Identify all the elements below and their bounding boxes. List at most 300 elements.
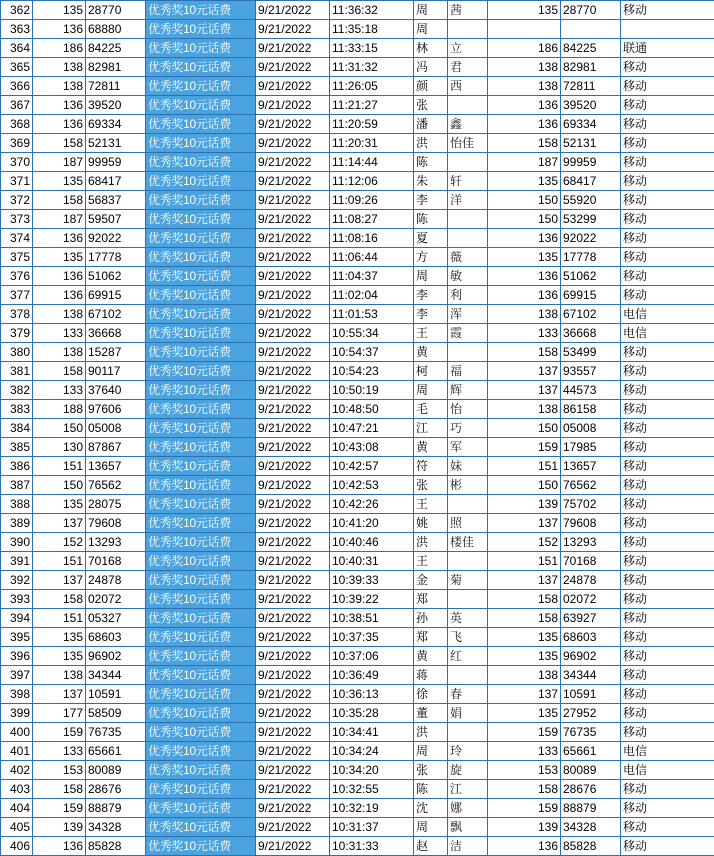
amount-right-cell[interactable]: 135 bbox=[488, 1, 561, 20]
carrier-cell[interactable] bbox=[621, 20, 714, 39]
date-cell[interactable]: 9/21/2022 bbox=[256, 723, 330, 742]
amount-right-cell[interactable]: 139 bbox=[488, 818, 561, 837]
code-right-cell[interactable]: 65661 bbox=[561, 742, 621, 761]
prize-label-cell[interactable]: 优秀奖10元话费 bbox=[146, 324, 256, 343]
amount-left-cell[interactable]: 158 bbox=[33, 590, 86, 609]
amount-left-cell[interactable]: 136 bbox=[33, 229, 86, 248]
code-right-cell[interactable]: 80089 bbox=[561, 761, 621, 780]
row-header-cell[interactable]: 388 bbox=[1, 495, 33, 514]
given-name-cell[interactable]: 鑫 bbox=[448, 115, 488, 134]
code-right-cell[interactable]: 67102 bbox=[561, 305, 621, 324]
given-name-cell[interactable]: 茜 bbox=[448, 1, 488, 20]
given-name-cell[interactable]: 君 bbox=[448, 58, 488, 77]
date-cell[interactable]: 9/21/2022 bbox=[256, 324, 330, 343]
amount-left-cell[interactable]: 159 bbox=[33, 723, 86, 742]
table-row[interactable] bbox=[1, 457, 714, 476]
date-cell[interactable]: 9/21/2022 bbox=[256, 400, 330, 419]
code-right-cell[interactable]: 28770 bbox=[561, 1, 621, 20]
amount-left-cell[interactable]: 158 bbox=[33, 780, 86, 799]
amount-left-cell[interactable]: 135 bbox=[33, 1, 86, 20]
date-cell[interactable]: 9/21/2022 bbox=[256, 1, 330, 20]
given-name-cell[interactable]: 立 bbox=[448, 39, 488, 58]
code-left-cell[interactable]: 68603 bbox=[86, 628, 146, 647]
code-right-cell[interactable]: 55920 bbox=[561, 191, 621, 210]
table-row[interactable] bbox=[1, 77, 714, 96]
amount-right-cell[interactable]: 153 bbox=[488, 761, 561, 780]
row-header-cell[interactable]: 362 bbox=[1, 1, 33, 20]
carrier-cell[interactable]: 移动 bbox=[621, 343, 714, 362]
amount-left-cell[interactable]: 159 bbox=[33, 799, 86, 818]
amount-right-cell[interactable]: 135 bbox=[488, 628, 561, 647]
amount-right-cell[interactable]: 138 bbox=[488, 400, 561, 419]
surname-cell[interactable]: 周 bbox=[414, 20, 448, 39]
amount-right-cell[interactable]: 135 bbox=[488, 647, 561, 666]
prize-label-cell[interactable]: 优秀奖10元话费 bbox=[146, 96, 256, 115]
row-header-cell[interactable]: 393 bbox=[1, 590, 33, 609]
table-row[interactable] bbox=[1, 609, 714, 628]
time-cell[interactable]: 11:33:15 bbox=[330, 39, 414, 58]
prize-label-cell[interactable]: 优秀奖10元话费 bbox=[146, 229, 256, 248]
given-name-cell[interactable] bbox=[448, 153, 488, 172]
surname-cell[interactable]: 郑 bbox=[414, 628, 448, 647]
amount-right-cell[interactable]: 158 bbox=[488, 609, 561, 628]
date-cell[interactable]: 9/21/2022 bbox=[256, 134, 330, 153]
amount-right-cell[interactable]: 158 bbox=[488, 590, 561, 609]
time-cell[interactable]: 11:36:32 bbox=[330, 1, 414, 20]
given-name-cell[interactable]: 军 bbox=[448, 438, 488, 457]
carrier-cell[interactable]: 移动 bbox=[621, 723, 714, 742]
carrier-cell[interactable]: 移动 bbox=[621, 457, 714, 476]
carrier-cell[interactable]: 移动 bbox=[621, 210, 714, 229]
prize-label-cell[interactable]: 优秀奖10元话费 bbox=[146, 115, 256, 134]
amount-right-cell[interactable]: 137 bbox=[488, 571, 561, 590]
code-left-cell[interactable]: 90117 bbox=[86, 362, 146, 381]
given-name-cell[interactable]: 巧 bbox=[448, 419, 488, 438]
prize-label-cell[interactable]: 优秀奖10元话费 bbox=[146, 818, 256, 837]
code-left-cell[interactable]: 37640 bbox=[86, 381, 146, 400]
amount-right-cell[interactable]: 159 bbox=[488, 799, 561, 818]
prize-label-cell[interactable]: 优秀奖10元话费 bbox=[146, 628, 256, 647]
code-right-cell[interactable]: 27952 bbox=[561, 704, 621, 723]
given-name-cell[interactable]: 霞 bbox=[448, 324, 488, 343]
amount-right-cell[interactable]: 133 bbox=[488, 742, 561, 761]
surname-cell[interactable]: 柯 bbox=[414, 362, 448, 381]
surname-cell[interactable]: 黄 bbox=[414, 343, 448, 362]
prize-label-cell[interactable]: 优秀奖10元话费 bbox=[146, 210, 256, 229]
amount-right-cell[interactable]: 150 bbox=[488, 210, 561, 229]
prize-label-cell[interactable]: 优秀奖10元话费 bbox=[146, 647, 256, 666]
code-right-cell[interactable]: 69334 bbox=[561, 115, 621, 134]
prize-label-cell[interactable]: 优秀奖10元话费 bbox=[146, 761, 256, 780]
row-header-cell[interactable]: 395 bbox=[1, 628, 33, 647]
time-cell[interactable]: 10:31:33 bbox=[330, 837, 414, 856]
amount-left-cell[interactable]: 137 bbox=[33, 571, 86, 590]
given-name-cell[interactable]: 娜 bbox=[448, 799, 488, 818]
time-cell[interactable]: 10:48:50 bbox=[330, 400, 414, 419]
code-right-cell[interactable]: 70168 bbox=[561, 552, 621, 571]
carrier-cell[interactable]: 移动 bbox=[621, 628, 714, 647]
amount-right-cell[interactable]: 138 bbox=[488, 305, 561, 324]
code-right-cell[interactable]: 28676 bbox=[561, 780, 621, 799]
code-left-cell[interactable]: 85828 bbox=[86, 837, 146, 856]
table-row[interactable] bbox=[1, 343, 714, 362]
row-header-cell[interactable]: 376 bbox=[1, 267, 33, 286]
date-cell[interactable]: 9/21/2022 bbox=[256, 286, 330, 305]
date-cell[interactable]: 9/21/2022 bbox=[256, 172, 330, 191]
row-header-cell[interactable]: 385 bbox=[1, 438, 33, 457]
time-cell[interactable]: 10:38:51 bbox=[330, 609, 414, 628]
carrier-cell[interactable]: 移动 bbox=[621, 495, 714, 514]
table-row[interactable] bbox=[1, 647, 714, 666]
date-cell[interactable]: 9/21/2022 bbox=[256, 438, 330, 457]
prize-label-cell[interactable]: 优秀奖10元话费 bbox=[146, 381, 256, 400]
time-cell[interactable]: 10:42:53 bbox=[330, 476, 414, 495]
given-name-cell[interactable]: 妹 bbox=[448, 457, 488, 476]
given-name-cell[interactable] bbox=[448, 343, 488, 362]
amount-right-cell[interactable]: 150 bbox=[488, 419, 561, 438]
code-left-cell[interactable]: 39520 bbox=[86, 96, 146, 115]
time-cell[interactable]: 10:40:46 bbox=[330, 533, 414, 552]
amount-left-cell[interactable]: 133 bbox=[33, 381, 86, 400]
time-cell[interactable]: 10:50:19 bbox=[330, 381, 414, 400]
date-cell[interactable]: 9/21/2022 bbox=[256, 20, 330, 39]
surname-cell[interactable]: 徐 bbox=[414, 685, 448, 704]
surname-cell[interactable]: 周 bbox=[414, 818, 448, 837]
amount-left-cell[interactable]: 137 bbox=[33, 685, 86, 704]
code-left-cell[interactable]: 80089 bbox=[86, 761, 146, 780]
code-left-cell[interactable]: 36668 bbox=[86, 324, 146, 343]
amount-left-cell[interactable]: 139 bbox=[33, 818, 86, 837]
code-left-cell[interactable]: 82981 bbox=[86, 58, 146, 77]
amount-right-cell[interactable]: 138 bbox=[488, 666, 561, 685]
date-cell[interactable]: 9/21/2022 bbox=[256, 609, 330, 628]
time-cell[interactable]: 10:42:57 bbox=[330, 457, 414, 476]
table-row[interactable] bbox=[1, 837, 714, 856]
code-left-cell[interactable]: 96902 bbox=[86, 647, 146, 666]
given-name-cell[interactable]: 福 bbox=[448, 362, 488, 381]
carrier-cell[interactable]: 移动 bbox=[621, 533, 714, 552]
amount-left-cell[interactable]: 187 bbox=[33, 153, 86, 172]
table-row[interactable] bbox=[1, 438, 714, 457]
amount-left-cell[interactable]: 136 bbox=[33, 115, 86, 134]
row-header-cell[interactable]: 390 bbox=[1, 533, 33, 552]
time-cell[interactable]: 10:37:06 bbox=[330, 647, 414, 666]
table-row[interactable] bbox=[1, 780, 714, 799]
date-cell[interactable]: 9/21/2022 bbox=[256, 39, 330, 58]
row-header-cell[interactable]: 370 bbox=[1, 153, 33, 172]
surname-cell[interactable]: 李 bbox=[414, 191, 448, 210]
date-cell[interactable]: 9/21/2022 bbox=[256, 229, 330, 248]
surname-cell[interactable]: 颜 bbox=[414, 77, 448, 96]
time-cell[interactable]: 10:43:08 bbox=[330, 438, 414, 457]
amount-left-cell[interactable]: 136 bbox=[33, 96, 86, 115]
time-cell[interactable]: 10:34:20 bbox=[330, 761, 414, 780]
amount-left-cell[interactable]: 135 bbox=[33, 628, 86, 647]
code-right-cell[interactable]: 79608 bbox=[561, 514, 621, 533]
row-header-cell[interactable]: 403 bbox=[1, 780, 33, 799]
surname-cell[interactable]: 周 bbox=[414, 267, 448, 286]
amount-left-cell[interactable]: 158 bbox=[33, 134, 86, 153]
date-cell[interactable]: 9/21/2022 bbox=[256, 457, 330, 476]
code-right-cell[interactable]: 17985 bbox=[561, 438, 621, 457]
prize-label-cell[interactable]: 优秀奖10元话费 bbox=[146, 77, 256, 96]
code-left-cell[interactable]: 84225 bbox=[86, 39, 146, 58]
amount-right-cell[interactable] bbox=[488, 20, 561, 39]
code-right-cell[interactable]: 53299 bbox=[561, 210, 621, 229]
table-row[interactable] bbox=[1, 590, 714, 609]
code-left-cell[interactable]: 72811 bbox=[86, 77, 146, 96]
amount-left-cell[interactable]: 138 bbox=[33, 77, 86, 96]
time-cell[interactable]: 10:36:49 bbox=[330, 666, 414, 685]
code-left-cell[interactable]: 34328 bbox=[86, 818, 146, 837]
amount-left-cell[interactable]: 138 bbox=[33, 58, 86, 77]
row-header-cell[interactable]: 367 bbox=[1, 96, 33, 115]
code-left-cell[interactable]: 76562 bbox=[86, 476, 146, 495]
amount-right-cell[interactable]: 151 bbox=[488, 457, 561, 476]
given-name-cell[interactable]: 轩 bbox=[448, 172, 488, 191]
code-right-cell[interactable]: 36668 bbox=[561, 324, 621, 343]
carrier-cell[interactable]: 移动 bbox=[621, 115, 714, 134]
amount-right-cell[interactable]: 133 bbox=[488, 324, 561, 343]
carrier-cell[interactable]: 移动 bbox=[621, 134, 714, 153]
surname-cell[interactable]: 朱 bbox=[414, 172, 448, 191]
time-cell[interactable]: 11:04:37 bbox=[330, 267, 414, 286]
code-right-cell[interactable]: 39520 bbox=[561, 96, 621, 115]
given-name-cell[interactable]: 敏 bbox=[448, 267, 488, 286]
carrier-cell[interactable]: 电信 bbox=[621, 305, 714, 324]
prize-label-cell[interactable]: 优秀奖10元话费 bbox=[146, 590, 256, 609]
row-header-cell[interactable]: 369 bbox=[1, 134, 33, 153]
row-header-cell[interactable]: 392 bbox=[1, 571, 33, 590]
surname-cell[interactable]: 李 bbox=[414, 305, 448, 324]
code-right-cell[interactable]: 68417 bbox=[561, 172, 621, 191]
surname-cell[interactable]: 赵 bbox=[414, 837, 448, 856]
surname-cell[interactable]: 李 bbox=[414, 286, 448, 305]
carrier-cell[interactable]: 移动 bbox=[621, 153, 714, 172]
time-cell[interactable]: 11:12:06 bbox=[330, 172, 414, 191]
amount-right-cell[interactable]: 136 bbox=[488, 115, 561, 134]
prize-label-cell[interactable]: 优秀奖10元话费 bbox=[146, 343, 256, 362]
amount-left-cell[interactable]: 158 bbox=[33, 191, 86, 210]
date-cell[interactable]: 9/21/2022 bbox=[256, 837, 330, 856]
prize-label-cell[interactable]: 优秀奖10元话费 bbox=[146, 742, 256, 761]
carrier-cell[interactable]: 移动 bbox=[621, 438, 714, 457]
table-row[interactable] bbox=[1, 20, 714, 39]
code-right-cell[interactable]: 85828 bbox=[561, 837, 621, 856]
date-cell[interactable]: 9/21/2022 bbox=[256, 305, 330, 324]
surname-cell[interactable]: 洪 bbox=[414, 134, 448, 153]
surname-cell[interactable]: 周 bbox=[414, 1, 448, 20]
row-header-cell[interactable]: 394 bbox=[1, 609, 33, 628]
date-cell[interactable]: 9/21/2022 bbox=[256, 666, 330, 685]
row-header-cell[interactable]: 382 bbox=[1, 381, 33, 400]
surname-cell[interactable]: 黄 bbox=[414, 438, 448, 457]
time-cell[interactable]: 11:20:59 bbox=[330, 115, 414, 134]
row-header-cell[interactable]: 401 bbox=[1, 742, 33, 761]
amount-right-cell[interactable]: 135 bbox=[488, 704, 561, 723]
surname-cell[interactable]: 孙 bbox=[414, 609, 448, 628]
given-name-cell[interactable]: 楼佳 bbox=[448, 533, 488, 552]
code-left-cell[interactable]: 79608 bbox=[86, 514, 146, 533]
amount-left-cell[interactable]: 133 bbox=[33, 742, 86, 761]
carrier-cell[interactable]: 移动 bbox=[621, 362, 714, 381]
row-header-cell[interactable]: 389 bbox=[1, 514, 33, 533]
amount-right-cell[interactable]: 136 bbox=[488, 837, 561, 856]
date-cell[interactable]: 9/21/2022 bbox=[256, 495, 330, 514]
code-right-cell[interactable] bbox=[561, 20, 621, 39]
carrier-cell[interactable]: 移动 bbox=[621, 172, 714, 191]
time-cell[interactable]: 10:36:13 bbox=[330, 685, 414, 704]
carrier-cell[interactable]: 移动 bbox=[621, 96, 714, 115]
time-cell[interactable]: 10:37:35 bbox=[330, 628, 414, 647]
code-right-cell[interactable]: 52131 bbox=[561, 134, 621, 153]
date-cell[interactable]: 9/21/2022 bbox=[256, 343, 330, 362]
amount-right-cell[interactable]: 137 bbox=[488, 685, 561, 704]
time-cell[interactable]: 10:54:23 bbox=[330, 362, 414, 381]
prize-label-cell[interactable]: 优秀奖10元话费 bbox=[146, 153, 256, 172]
given-name-cell[interactable]: 浑 bbox=[448, 305, 488, 324]
time-cell[interactable]: 10:41:20 bbox=[330, 514, 414, 533]
time-cell[interactable]: 10:42:26 bbox=[330, 495, 414, 514]
row-header-cell[interactable]: 399 bbox=[1, 704, 33, 723]
date-cell[interactable]: 9/21/2022 bbox=[256, 419, 330, 438]
prize-label-cell[interactable]: 优秀奖10元话费 bbox=[146, 704, 256, 723]
code-right-cell[interactable]: 88879 bbox=[561, 799, 621, 818]
surname-cell[interactable]: 张 bbox=[414, 761, 448, 780]
given-name-cell[interactable]: 薇 bbox=[448, 248, 488, 267]
date-cell[interactable]: 9/21/2022 bbox=[256, 96, 330, 115]
amount-left-cell[interactable]: 177 bbox=[33, 704, 86, 723]
row-header-cell[interactable]: 391 bbox=[1, 552, 33, 571]
code-right-cell[interactable]: 69915 bbox=[561, 286, 621, 305]
surname-cell[interactable]: 张 bbox=[414, 96, 448, 115]
table-row[interactable] bbox=[1, 419, 714, 438]
given-name-cell[interactable]: 洁 bbox=[448, 837, 488, 856]
given-name-cell[interactable]: 怡 bbox=[448, 400, 488, 419]
surname-cell[interactable]: 陈 bbox=[414, 780, 448, 799]
prize-label-cell[interactable]: 优秀奖10元话费 bbox=[146, 1, 256, 20]
code-left-cell[interactable]: 28075 bbox=[86, 495, 146, 514]
prize-label-cell[interactable]: 优秀奖10元话费 bbox=[146, 267, 256, 286]
given-name-cell[interactable]: 洋 bbox=[448, 191, 488, 210]
given-name-cell[interactable]: 西 bbox=[448, 77, 488, 96]
row-header-cell[interactable]: 366 bbox=[1, 77, 33, 96]
prize-label-cell[interactable]: 优秀奖10元话费 bbox=[146, 400, 256, 419]
code-right-cell[interactable]: 76735 bbox=[561, 723, 621, 742]
given-name-cell[interactable]: 娟 bbox=[448, 704, 488, 723]
amount-left-cell[interactable]: 136 bbox=[33, 286, 86, 305]
carrier-cell[interactable]: 移动 bbox=[621, 419, 714, 438]
given-name-cell[interactable]: 红 bbox=[448, 647, 488, 666]
prize-label-cell[interactable]: 优秀奖10元话费 bbox=[146, 134, 256, 153]
time-cell[interactable]: 10:34:41 bbox=[330, 723, 414, 742]
table-row[interactable] bbox=[1, 248, 714, 267]
surname-cell[interactable]: 毛 bbox=[414, 400, 448, 419]
time-cell[interactable]: 11:31:32 bbox=[330, 58, 414, 77]
carrier-cell[interactable]: 移动 bbox=[621, 666, 714, 685]
date-cell[interactable]: 9/21/2022 bbox=[256, 742, 330, 761]
given-name-cell[interactable]: 春 bbox=[448, 685, 488, 704]
carrier-cell[interactable]: 移动 bbox=[621, 229, 714, 248]
row-header-cell[interactable]: 381 bbox=[1, 362, 33, 381]
row-header-cell[interactable]: 372 bbox=[1, 191, 33, 210]
code-right-cell[interactable]: 86158 bbox=[561, 400, 621, 419]
code-right-cell[interactable]: 84225 bbox=[561, 39, 621, 58]
table-row[interactable] bbox=[1, 286, 714, 305]
code-left-cell[interactable]: 17778 bbox=[86, 248, 146, 267]
table-row[interactable] bbox=[1, 362, 714, 381]
table-row[interactable] bbox=[1, 533, 714, 552]
table-row[interactable] bbox=[1, 115, 714, 134]
row-header-cell[interactable]: 374 bbox=[1, 229, 33, 248]
date-cell[interactable]: 9/21/2022 bbox=[256, 191, 330, 210]
code-left-cell[interactable]: 59507 bbox=[86, 210, 146, 229]
amount-right-cell[interactable]: 151 bbox=[488, 552, 561, 571]
code-left-cell[interactable]: 34344 bbox=[86, 666, 146, 685]
surname-cell[interactable]: 夏 bbox=[414, 229, 448, 248]
time-cell[interactable]: 11:14:44 bbox=[330, 153, 414, 172]
row-header-cell[interactable]: 373 bbox=[1, 210, 33, 229]
date-cell[interactable]: 9/21/2022 bbox=[256, 210, 330, 229]
amount-right-cell[interactable]: 187 bbox=[488, 153, 561, 172]
given-name-cell[interactable]: 飞 bbox=[448, 628, 488, 647]
table-row[interactable] bbox=[1, 96, 714, 115]
time-cell[interactable]: 11:21:27 bbox=[330, 96, 414, 115]
time-cell[interactable]: 11:01:53 bbox=[330, 305, 414, 324]
code-left-cell[interactable]: 13293 bbox=[86, 533, 146, 552]
prize-label-cell[interactable]: 优秀奖10元话费 bbox=[146, 362, 256, 381]
row-header-cell[interactable]: 377 bbox=[1, 286, 33, 305]
amount-left-cell[interactable]: 138 bbox=[33, 305, 86, 324]
code-left-cell[interactable]: 28770 bbox=[86, 1, 146, 20]
row-header-cell[interactable]: 375 bbox=[1, 248, 33, 267]
given-name-cell[interactable]: 怡佳 bbox=[448, 134, 488, 153]
carrier-cell[interactable]: 移动 bbox=[621, 818, 714, 837]
table-row[interactable] bbox=[1, 381, 714, 400]
code-right-cell[interactable]: 51062 bbox=[561, 267, 621, 286]
carrier-cell[interactable]: 移动 bbox=[621, 552, 714, 571]
given-name-cell[interactable] bbox=[448, 590, 488, 609]
amount-left-cell[interactable]: 150 bbox=[33, 476, 86, 495]
amount-right-cell[interactable]: 136 bbox=[488, 96, 561, 115]
table-row[interactable] bbox=[1, 571, 714, 590]
amount-left-cell[interactable]: 187 bbox=[33, 210, 86, 229]
surname-cell[interactable]: 张 bbox=[414, 476, 448, 495]
time-cell[interactable]: 10:39:33 bbox=[330, 571, 414, 590]
given-name-cell[interactable] bbox=[448, 666, 488, 685]
code-right-cell[interactable]: 82981 bbox=[561, 58, 621, 77]
carrier-cell[interactable]: 移动 bbox=[621, 286, 714, 305]
row-header-cell[interactable]: 364 bbox=[1, 39, 33, 58]
code-right-cell[interactable]: 10591 bbox=[561, 685, 621, 704]
given-name-cell[interactable]: 玲 bbox=[448, 742, 488, 761]
row-header-cell[interactable]: 379 bbox=[1, 324, 33, 343]
carrier-cell[interactable]: 移动 bbox=[621, 837, 714, 856]
code-left-cell[interactable]: 87867 bbox=[86, 438, 146, 457]
code-right-cell[interactable]: 24878 bbox=[561, 571, 621, 590]
table-row[interactable] bbox=[1, 267, 714, 286]
time-cell[interactable]: 10:35:28 bbox=[330, 704, 414, 723]
code-left-cell[interactable]: 69915 bbox=[86, 286, 146, 305]
surname-cell[interactable]: 洪 bbox=[414, 533, 448, 552]
given-name-cell[interactable] bbox=[448, 495, 488, 514]
amount-right-cell[interactable]: 152 bbox=[488, 533, 561, 552]
code-right-cell[interactable]: 34328 bbox=[561, 818, 621, 837]
code-left-cell[interactable]: 13657 bbox=[86, 457, 146, 476]
code-right-cell[interactable]: 02072 bbox=[561, 590, 621, 609]
code-right-cell[interactable]: 99959 bbox=[561, 153, 621, 172]
code-left-cell[interactable]: 69334 bbox=[86, 115, 146, 134]
